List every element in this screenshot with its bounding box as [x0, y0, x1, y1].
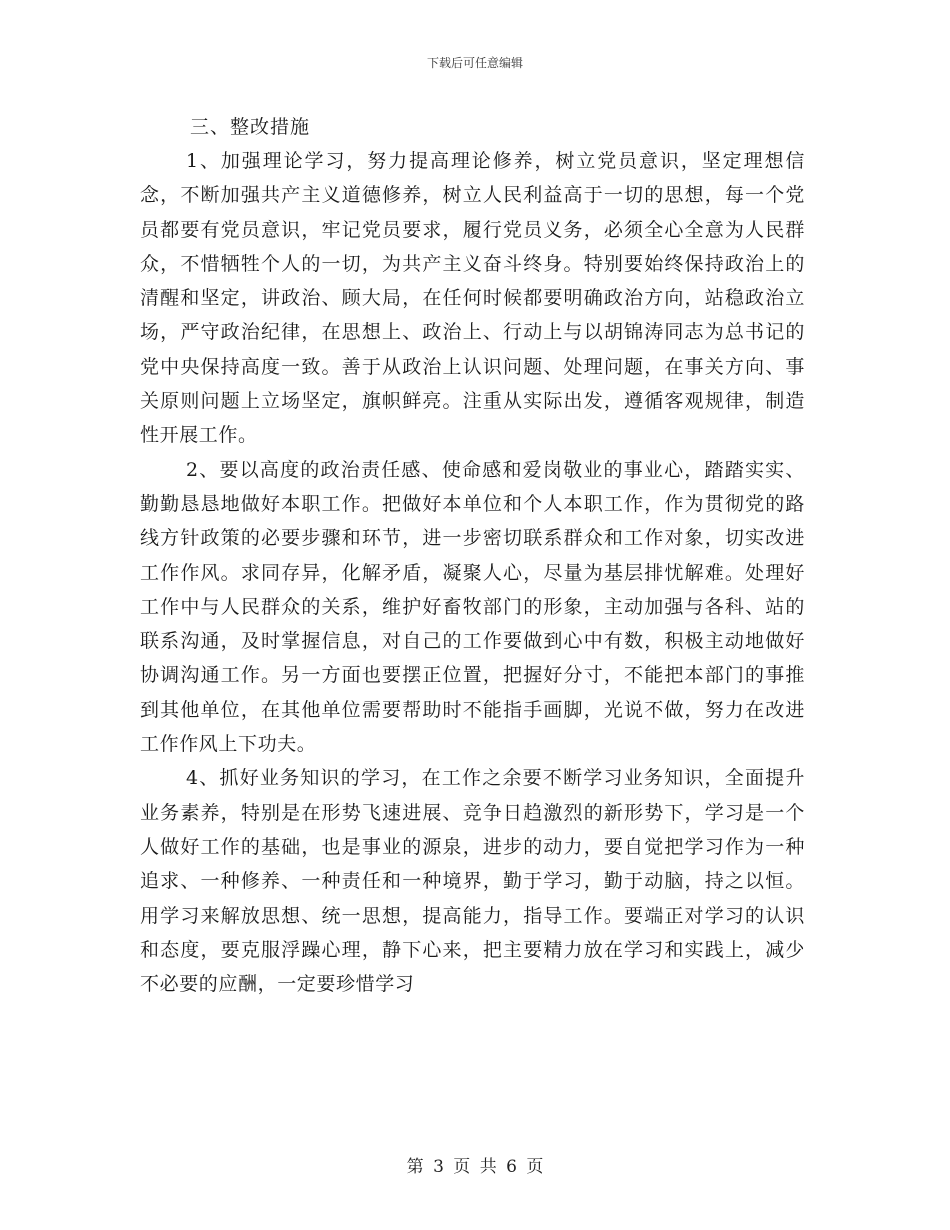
page-number: 第 3 页 共 6 页	[406, 1157, 544, 1177]
document-body	[140, 110, 805, 1001]
paragraph-3: 4、抓好业务知识的学习，在工作之余要不断学习业务知识，全面提升业务素养，特别是在形势飞速进展、竞争日趋激烈的新形势下，学习是一个人做好工作的基础，也是事业的源泉，进步的动力，要自觉把学习作为一种追求、一种修养、一种责任和一种境界，勤于学习，勤于动脑，持之以恒。用学习来解放思想、统一思想，提高能力，指导工作。要端正对学习的认识和态度，要克服浮躁心理，静下心来，把主要精力放在学习和实践上，减少不必要的应酬，一定要珍惜学习	[140, 767, 805, 996]
section-heading: 三、整改措施	[190, 116, 311, 138]
page-header-note: 下载后可任意编辑	[426, 56, 523, 70]
paragraph-1: 1、加强理论学习，努力提高理论修养，树立党员意识，坚定理想信念，不断加强共产主义道德修养，树立人民利益高于一切的思想，每一个党员都要有党员意识，牢记党员要求，履行党员义务，必须全心全意为人民群众，不惜牺牲个人的一切，为共产主义奋斗终身。特别要始终保持政治上的清醒和坚定，讲政治、顾大局，在任何时候都要明确政治方向，站稳政治立场，严守政治纪律，在思想上、政治上、行动上与以胡锦涛同志为总书记的党中央保持高度一致。善于从政治上认识问题、处理问题，在事关方向、事关原则问题上立场坚定，旗帜鲜亮。注重从实际出发，遵循客观规律，制造性开展工作。	[140, 150, 805, 447]
paragraph-2: 2、要以高度的政治责任感、使命感和爱岗敬业的事业心，踏踏实实、勤勤恳恳地做好本职工作。把做好本单位和个人本职工作，作为贯彻党的路线方针政策的必要步骤和环节，进一步密切联系群众和工作对象，切实改进工作作风。求同存异，化解矛盾，凝聚人心，尽量为基层排忧解难。处理好工作中与人民群众的关系，维护好畜牧部门的形象，主动加强与各科、站的联系沟通，及时掌握信息，对自己的工作要做到心中有数，积极主动地做好协调沟通工作。另一方面也要摆正位置，把握好分寸，不能把本部门的事推到其他单位，在其他单位需要帮助时不能指手画脚，光说不做，努力在改进工作作风上下功夫。	[140, 458, 805, 756]
